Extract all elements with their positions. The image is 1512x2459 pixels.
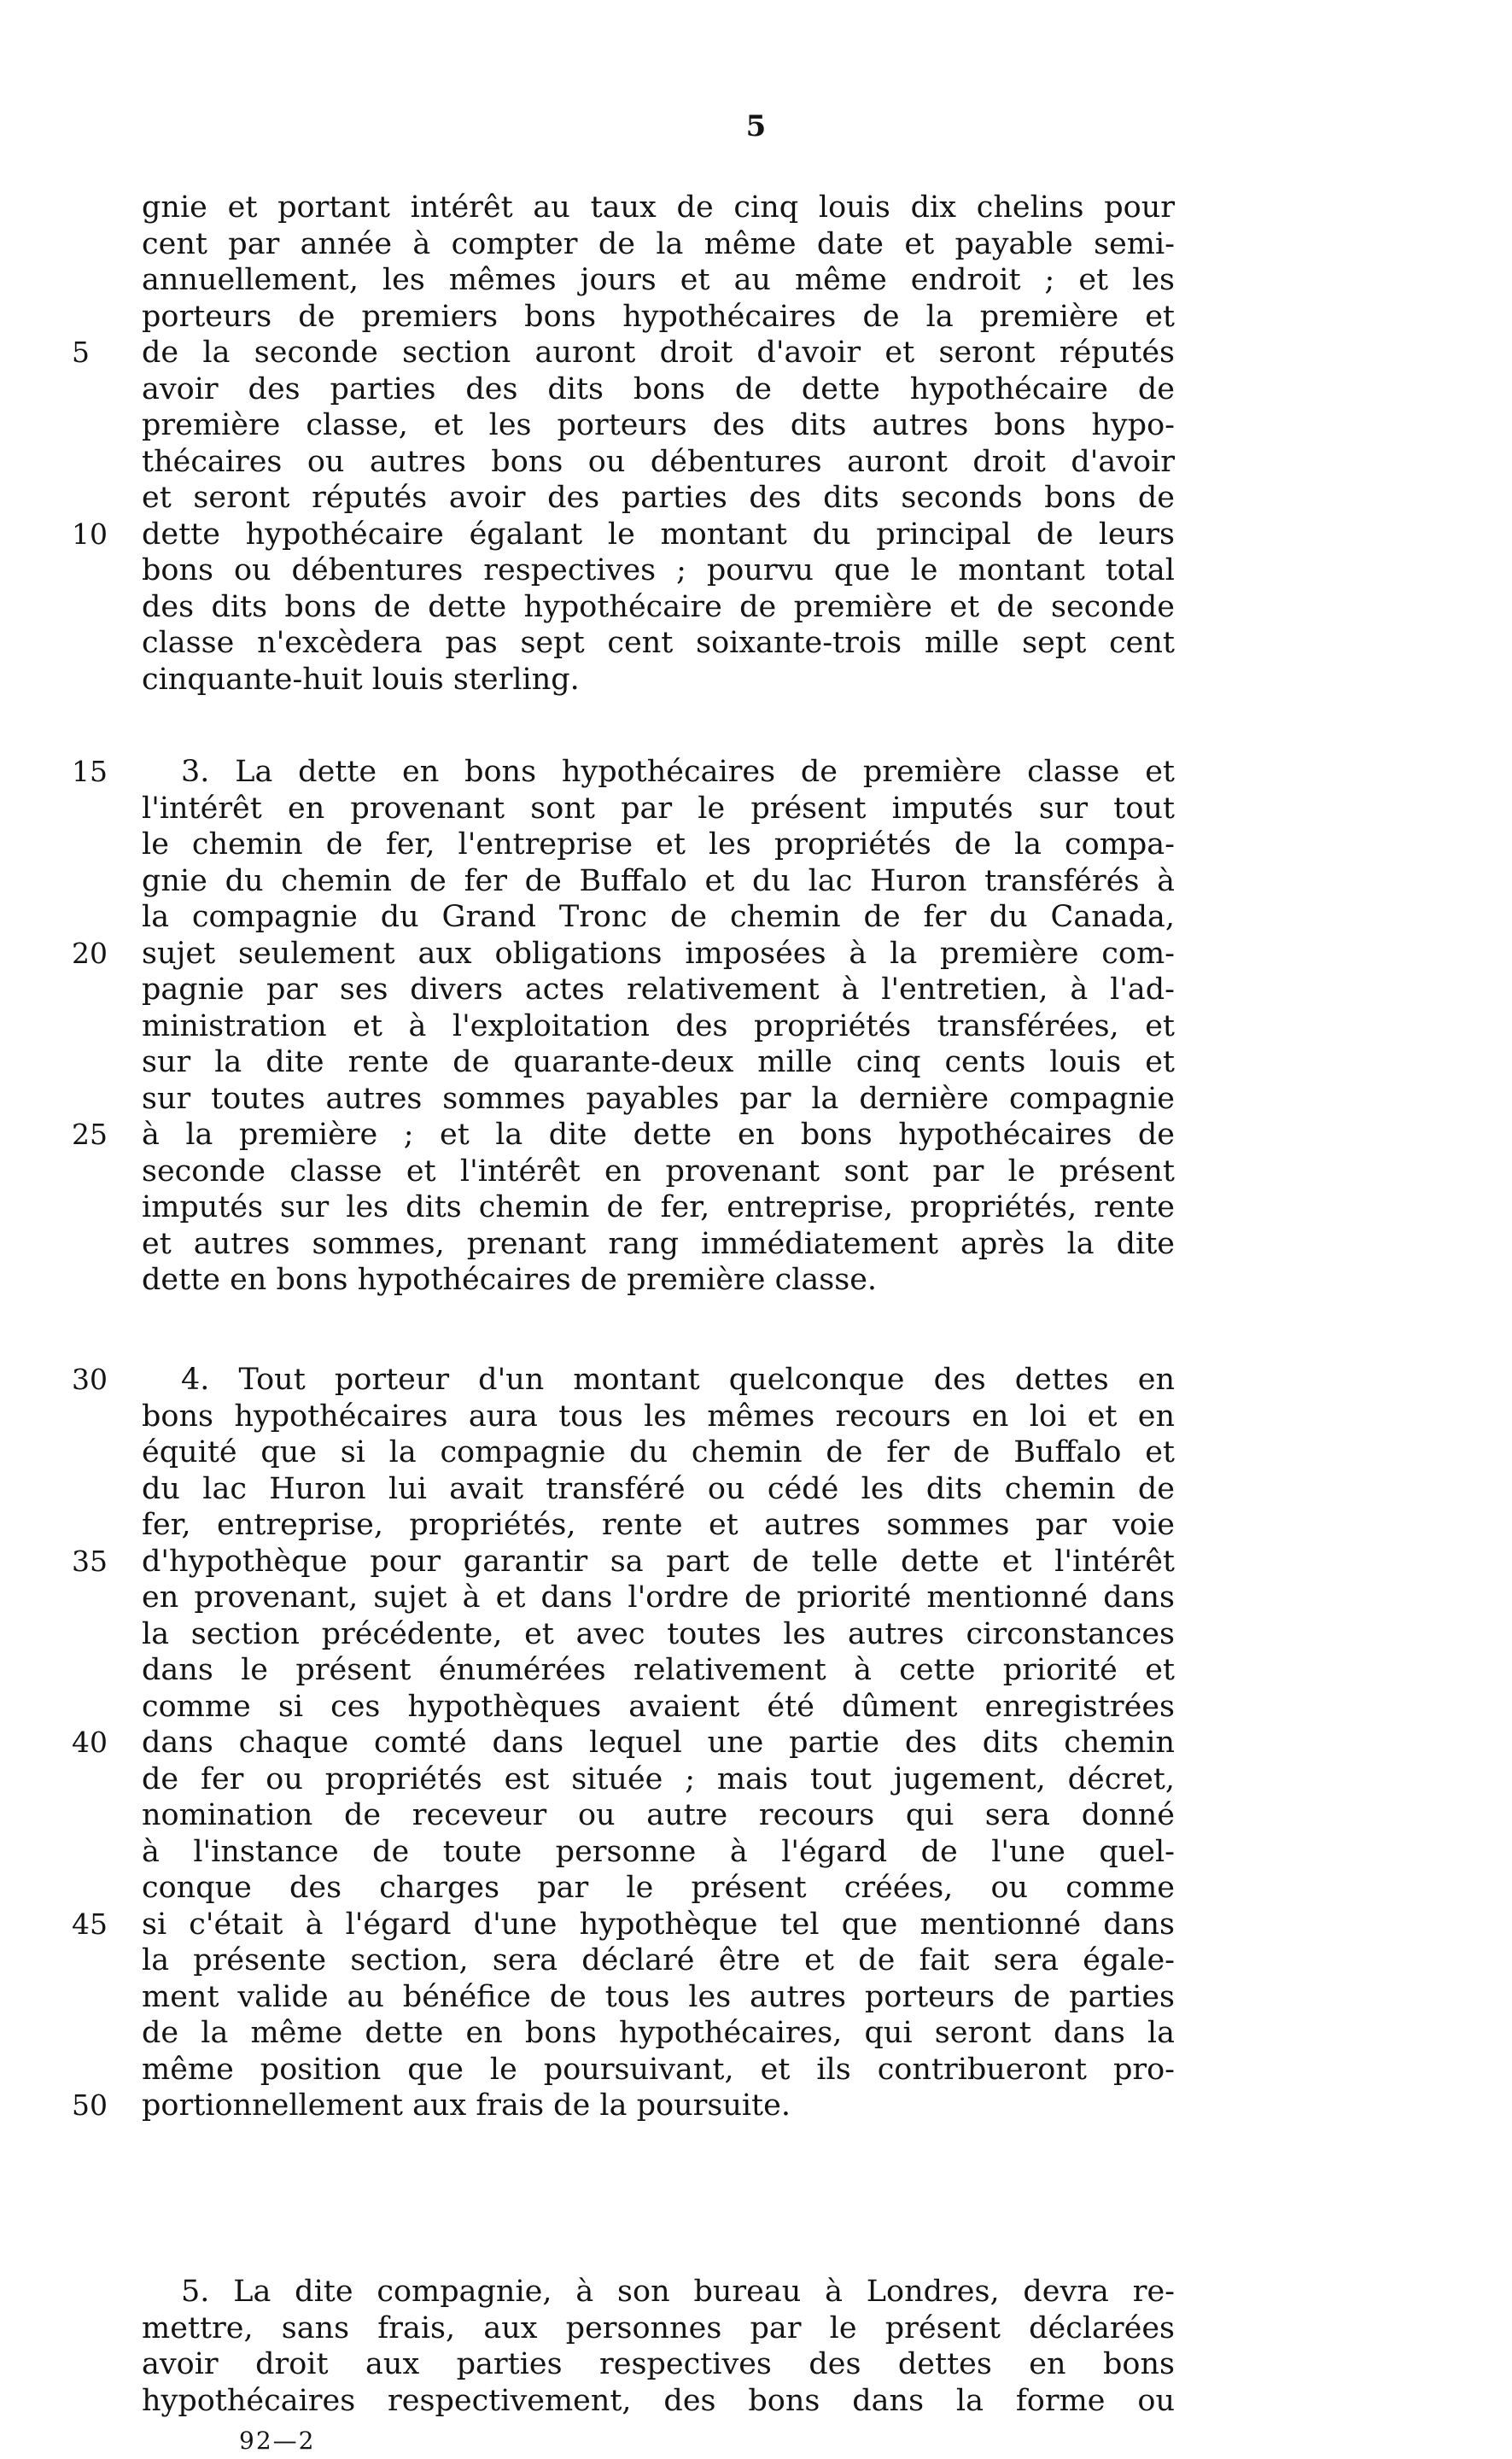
line-text: hypothécaires respectivement, des bons dans la forme ou — [142, 2383, 1175, 2418]
text-line — [142, 899, 1175, 936]
text-line — [142, 2274, 1175, 2310]
text-line — [142, 480, 1175, 517]
text-line — [142, 625, 1175, 662]
line-text: sujet seulement aux obligations imposées à la première com- — [142, 936, 1175, 971]
text-line — [142, 1044, 1175, 1081]
line-text: même position que le poursuivant, et ils contribueront pro- — [142, 2052, 1175, 2087]
text-line — [72, 1362, 1175, 1399]
paragraph-3-section-4 — [72, 1362, 1175, 2124]
text-line — [142, 1580, 1175, 1616]
text-line — [142, 299, 1175, 336]
page-number: 5 — [745, 109, 767, 143]
line-text: de fer ou propriétés est située ; mais tout jugement, décret, — [142, 1761, 1175, 1796]
text-line — [72, 1117, 1175, 1154]
line-text: sur toutes autres sommes payables par la dernière compagnie — [142, 1081, 1175, 1116]
text-line — [142, 1434, 1175, 1471]
text-line — [142, 863, 1175, 900]
line-text: conque des charges par le présent créées, ou comme — [142, 1871, 1175, 1905]
line-text: première classe, et les porteurs des dits autres bons hypo- — [142, 408, 1175, 442]
text-line — [142, 262, 1175, 299]
line-text: la présente section, sera déclaré être et de fait sera égale- — [142, 1943, 1175, 1977]
text-line — [72, 1725, 1175, 1761]
text-line — [72, 936, 1175, 973]
line-text: la compagnie du Grand Tronc de chemin de fer du Canada, — [142, 900, 1175, 934]
line-text: dans le présent énumérées relativement à cette priorité et — [142, 1653, 1175, 1687]
text-line — [142, 1262, 1175, 1299]
line-text: d'hypothèque pour garantir sa part de telle dette et l'intérêt — [142, 1544, 1175, 1579]
line-text: si c'était à l'égard d'une hypothèque tel que mentionné dans — [142, 1907, 1175, 1942]
line-text: nomination de receveur ou autre recours qui sera donné — [142, 1798, 1175, 1832]
line-text: classe n'excèdera pas sept cent soixante-trois mille sept cent — [142, 626, 1175, 660]
line-text: seconde classe et l'intérêt en provenant sont par le présent — [142, 1154, 1175, 1189]
text-line — [142, 1471, 1175, 1508]
line-text: ment valide au bénéfice de tous les autres porteurs de parties — [142, 1979, 1175, 2014]
text-line — [142, 552, 1175, 589]
paragraph-2-section-3 — [72, 754, 1175, 1299]
text-line — [142, 1834, 1175, 1871]
text-line — [142, 972, 1175, 1008]
line-text: bons hypothécaires aura tous les mêmes recours en loi et en — [142, 1399, 1175, 1434]
line-text: comme si ces hypothèques avaient été dûment enregistrées — [142, 1689, 1175, 1724]
text-line — [142, 2052, 1175, 2088]
line-text: gnie du chemin de fer de Buffalo et du lac Huron transférés à — [142, 863, 1175, 898]
text-line — [142, 2310, 1175, 2347]
text-line — [142, 1616, 1175, 1653]
line-text: et autres sommes, prenant rang immédiatement après la dite — [142, 1226, 1175, 1261]
text-line — [142, 1942, 1175, 1979]
text-line — [142, 2383, 1175, 2420]
line-number: 5 — [72, 336, 90, 369]
text-line — [72, 754, 1175, 791]
line-text: le chemin de fer, l'entreprise et les propriétés de la compa- — [142, 827, 1175, 862]
line-number: 10 — [72, 517, 108, 551]
line-text: mettre, sans frais, aux personnes par le présent déclarées — [142, 2310, 1175, 2345]
line-number: 15 — [72, 755, 108, 788]
line-text: cinquante-huit louis sterling. — [142, 662, 580, 697]
line-number: 30 — [72, 1363, 108, 1396]
text-line — [142, 826, 1175, 863]
paragraph-4-section-5 — [142, 2274, 1175, 2419]
line-text: de la même dette en bons hypothécaires, qui seront dans la — [142, 2016, 1175, 2050]
text-line — [142, 2015, 1175, 2052]
text-line — [142, 1689, 1175, 1726]
line-text: dette en bons hypothécaires de première classe. — [142, 1263, 878, 1297]
line-text: ministration et à l'exploitation des propriétés transférées, et — [142, 1008, 1175, 1043]
line-text: fer, entreprise, propriétés, rente et autres sommes par voie — [142, 1508, 1175, 1542]
text-line — [142, 1226, 1175, 1263]
text-line — [72, 2088, 1175, 2124]
text-line — [142, 589, 1175, 626]
line-text: thécaires ou autres bons ou débentures auront droit d'avoir — [142, 444, 1175, 479]
paragraph-1 — [72, 190, 1175, 698]
text-line — [142, 1507, 1175, 1544]
text-line — [142, 1761, 1175, 1798]
text-line — [142, 1189, 1175, 1226]
line-text: du lac Huron lui avait transféré ou cédé les dits chemin de — [142, 1471, 1175, 1506]
line-text: pagnie par ses divers actes relativement à l'entretien, à l'ad- — [142, 973, 1175, 1007]
line-text: imputés sur les dits chemin de fer, entreprise, propriétés, rente — [142, 1190, 1175, 1224]
text-line — [142, 2346, 1175, 2383]
line-text: la section précédente, et avec toutes les autres circonstances — [142, 1616, 1175, 1651]
text-line — [72, 335, 1175, 371]
line-text: des dits bons de dette hypothécaire de première et de seconde — [142, 589, 1175, 624]
text-line — [142, 1008, 1175, 1045]
text-line — [142, 190, 1175, 226]
text-line — [72, 1544, 1175, 1580]
text-line — [142, 1081, 1175, 1118]
line-text: sur la dite rente de quarante-deux mille cinq cents louis et — [142, 1045, 1175, 1079]
line-number: 45 — [72, 1907, 108, 1941]
line-text: 4. Tout porteur d'un montant quelconque des dettes en — [181, 1363, 1175, 1397]
line-number: 35 — [72, 1544, 108, 1578]
text-line — [142, 444, 1175, 481]
line-number: 25 — [72, 1118, 108, 1151]
line-text: à la première ; et la dite dette en bons hypothécaires de — [142, 1118, 1175, 1152]
text-line — [142, 407, 1175, 444]
line-text: bons ou débentures respectives ; pourvu que le montant total — [142, 553, 1175, 587]
line-text: dans chaque comté dans lequel une partie des dits chemin — [142, 1726, 1175, 1760]
text-line — [142, 1870, 1175, 1907]
line-text: de la seconde section auront droit d'avoir et seront réputés — [142, 336, 1175, 370]
line-text: annuellement, les mêmes jours et au même endroit ; et les — [142, 263, 1175, 297]
text-line — [142, 1399, 1175, 1435]
line-text: porteurs de premiers bons hypothécaires de la première et — [142, 299, 1175, 334]
line-number: 20 — [72, 936, 108, 970]
text-line — [142, 1652, 1175, 1689]
line-text: dette hypothécaire égalant le montant du principal de leurs — [142, 517, 1175, 552]
line-text: 3. La dette en bons hypothécaires de première classe et — [181, 755, 1175, 789]
line-text: à l'instance de toute personne à l'égard de l'une quel- — [142, 1834, 1175, 1869]
line-number: 50 — [72, 2088, 108, 2122]
text-line — [142, 226, 1175, 263]
line-text: gnie et portant intérêt au taux de cinq louis dix chelins pour — [142, 190, 1175, 225]
text-line — [142, 1154, 1175, 1190]
line-text: l'intérêt en provenant sont par le présent imputés sur tout — [142, 791, 1175, 826]
text-line — [142, 371, 1175, 408]
line-text: avoir droit aux parties respectives des dettes en bons — [142, 2347, 1175, 2381]
line-number: 40 — [72, 1726, 108, 1759]
text-line — [142, 1979, 1175, 2016]
line-text: équité que si la compagnie du chemin de fer de Buffalo et — [142, 1435, 1175, 1469]
line-text: et seront réputés avoir des parties des dits seconds bons de — [142, 481, 1175, 515]
signature-mark: 92—2 — [239, 2427, 316, 2455]
text-line — [72, 1907, 1175, 1943]
text-line — [142, 1797, 1175, 1834]
line-text: avoir des parties des dits bons de dette hypothécaire de — [142, 371, 1175, 406]
line-text: 5. La dite compagnie, à son bureau à Londres, devra re- — [181, 2275, 1175, 2309]
text-line — [72, 517, 1175, 553]
line-text: en provenant, sujet à et dans l'ordre de priorité mentionné dans — [142, 1580, 1175, 1615]
text-line — [142, 791, 1175, 827]
line-text: cent par année à compter de la même date et payable semi- — [142, 226, 1175, 261]
text-line — [142, 662, 1175, 698]
line-text: portionnellement aux frais de la poursuite. — [142, 2088, 791, 2123]
